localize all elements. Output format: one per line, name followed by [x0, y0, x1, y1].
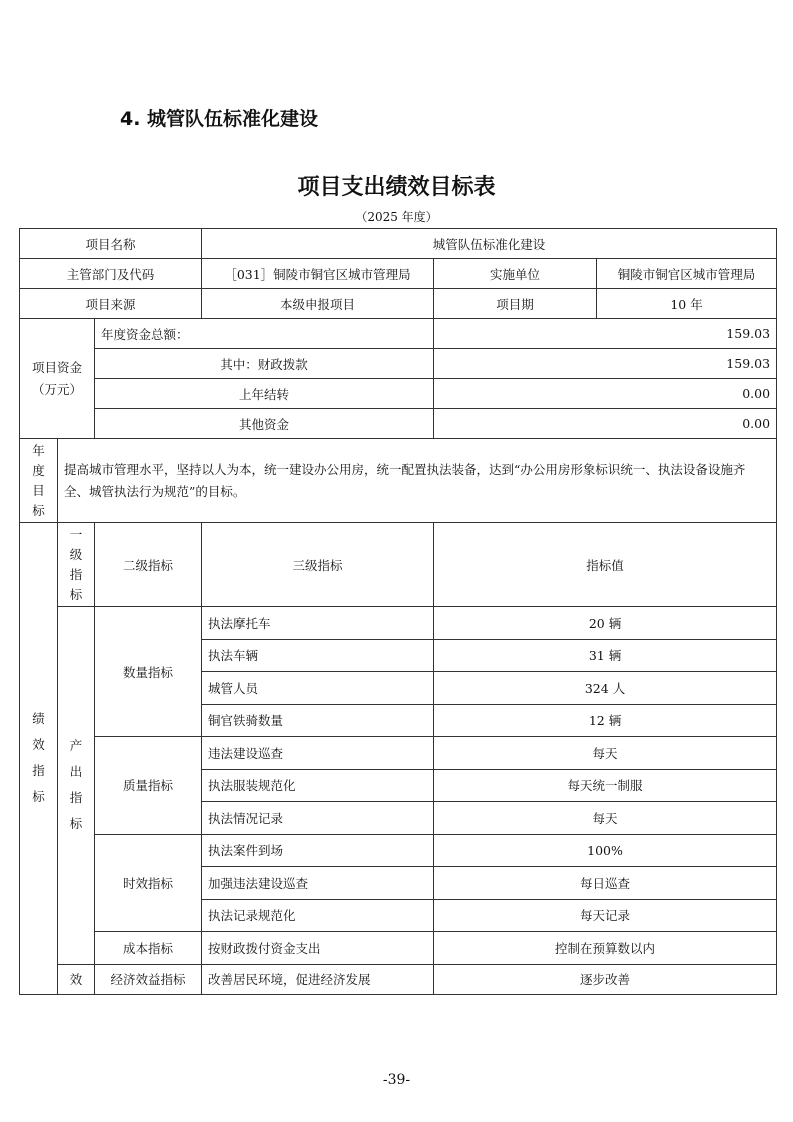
funds-carry-label: 上年结转: [95, 379, 434, 409]
economic-indicator: 经济效益指标: [95, 964, 202, 994]
level3-indicator: 执法摩托车: [202, 607, 434, 640]
section-title: 4. 城管队伍标准化建设: [120, 108, 319, 130]
source-label: 项目来源: [20, 289, 202, 319]
funds-other-label: 其他资金: [95, 409, 434, 439]
vertical-char: 度: [32, 462, 45, 478]
indicator-value: 20 辆: [434, 607, 777, 640]
vertical-char: 标: [32, 502, 45, 518]
level2-indicator: 数量指标: [95, 607, 202, 737]
benefit-label: 效: [58, 964, 95, 994]
indicator-value: 每天: [434, 737, 777, 770]
funds-total-label: 年度资金总额：: [95, 319, 434, 349]
vertical-char: 级: [69, 546, 83, 562]
indicator-value: 12 辆: [434, 704, 777, 737]
level3-indicator: 铜官铁骑数量: [202, 704, 434, 737]
indicator-value: 每天记录: [434, 899, 777, 932]
vertical-char: 产: [69, 738, 83, 754]
funds-fiscal-label: 其中：财政拨款: [95, 349, 434, 379]
level2-indicator: 质量指标: [95, 737, 202, 835]
level3-indicator: 执法记录规范化: [202, 899, 434, 932]
funds-total-value: 159.03: [434, 319, 777, 349]
level3-indicator: 执法车辆: [202, 639, 434, 672]
level3-indicator: 按财政拨付资金支出: [202, 932, 434, 965]
funds-carry-value: 0.00: [434, 379, 777, 409]
indicators-outer-label: [20, 523, 58, 995]
indicator-value: 每日巡查: [434, 867, 777, 900]
year-label: （2025 年度）: [355, 210, 438, 224]
funds-label-1: 项目资金: [31, 359, 82, 375]
level3-indicator: 执法案件到场: [202, 834, 434, 867]
indicator-value: 324 人: [434, 672, 777, 705]
output-label: [58, 607, 95, 965]
level3-indicator: 违法建设巡查: [202, 737, 434, 770]
indicator-value: 31 辆: [434, 639, 777, 672]
level3-indicator: 执法服装规范化: [202, 769, 434, 802]
impl-label: 实施单位: [434, 259, 597, 289]
level3-indicator: 加强违法建设巡查: [202, 867, 434, 900]
funds-label: [20, 319, 95, 439]
indicator-value: 100%: [434, 834, 777, 867]
vertical-char: 绩: [32, 711, 45, 727]
goal-text: 提高城市管理水平，坚持以人为本，统一建设办公用房，统一配置执法装备，达到“办公用房形象标识统一、执法设备设施齐全、城管执法行为规范”的目标。: [58, 439, 777, 523]
vertical-char: 指: [69, 790, 83, 806]
vertical-char: 指: [32, 763, 45, 779]
level3-indicator: 执法情况记录: [202, 802, 434, 835]
vertical-char: 标: [69, 816, 83, 832]
level1-header: [58, 523, 95, 607]
funds-other-value: 0.00: [434, 409, 777, 439]
performance-table: [19, 228, 777, 995]
vertical-char: 标: [32, 789, 45, 805]
level2-header: 二级指标: [95, 523, 202, 607]
project-name-label: 项目名称: [20, 229, 202, 259]
dept-label: 主管部门及代码: [20, 259, 202, 289]
vertical-char: 一: [69, 526, 83, 542]
source-value: 本级申报项目: [202, 289, 434, 319]
vertical-char: 效: [32, 737, 45, 753]
impl-value: 铜陵市铜官区城市管理局: [597, 259, 777, 289]
goal-label: [20, 439, 58, 523]
level3-header: 三级指标: [202, 523, 434, 607]
vertical-char: 目: [32, 482, 45, 498]
level2-indicator: 成本指标: [95, 932, 202, 965]
period-label: 项目期: [434, 289, 597, 319]
dept-value: ［031］铜陵市铜官区城市管理局: [202, 259, 434, 289]
vertical-char: 标: [69, 586, 83, 602]
project-name-value: 城管队伍标准化建设: [202, 229, 777, 259]
vertical-char: 指: [69, 566, 83, 582]
vertical-char: 出: [69, 764, 83, 780]
page-number: -39-: [382, 1072, 411, 1088]
indicator-value: 控制在预算数以内: [434, 932, 777, 965]
funds-label-2: （万元）: [31, 381, 82, 397]
doc-title: 项目支出绩效目标表: [297, 175, 496, 200]
economic-value: 逐步改善: [434, 964, 777, 994]
funds-fiscal-value: 159.03: [434, 349, 777, 379]
vertical-char: 年: [32, 442, 45, 458]
indicator-value: 每天统一制服: [434, 769, 777, 802]
economic-item: 改善居民环境，促进经济发展: [202, 964, 434, 994]
value-header: 指标值: [434, 523, 777, 607]
period-value: 10 年: [597, 289, 777, 319]
indicator-value: 每天: [434, 802, 777, 835]
level3-indicator: 城管人员: [202, 672, 434, 705]
level2-indicator: 时效指标: [95, 834, 202, 932]
